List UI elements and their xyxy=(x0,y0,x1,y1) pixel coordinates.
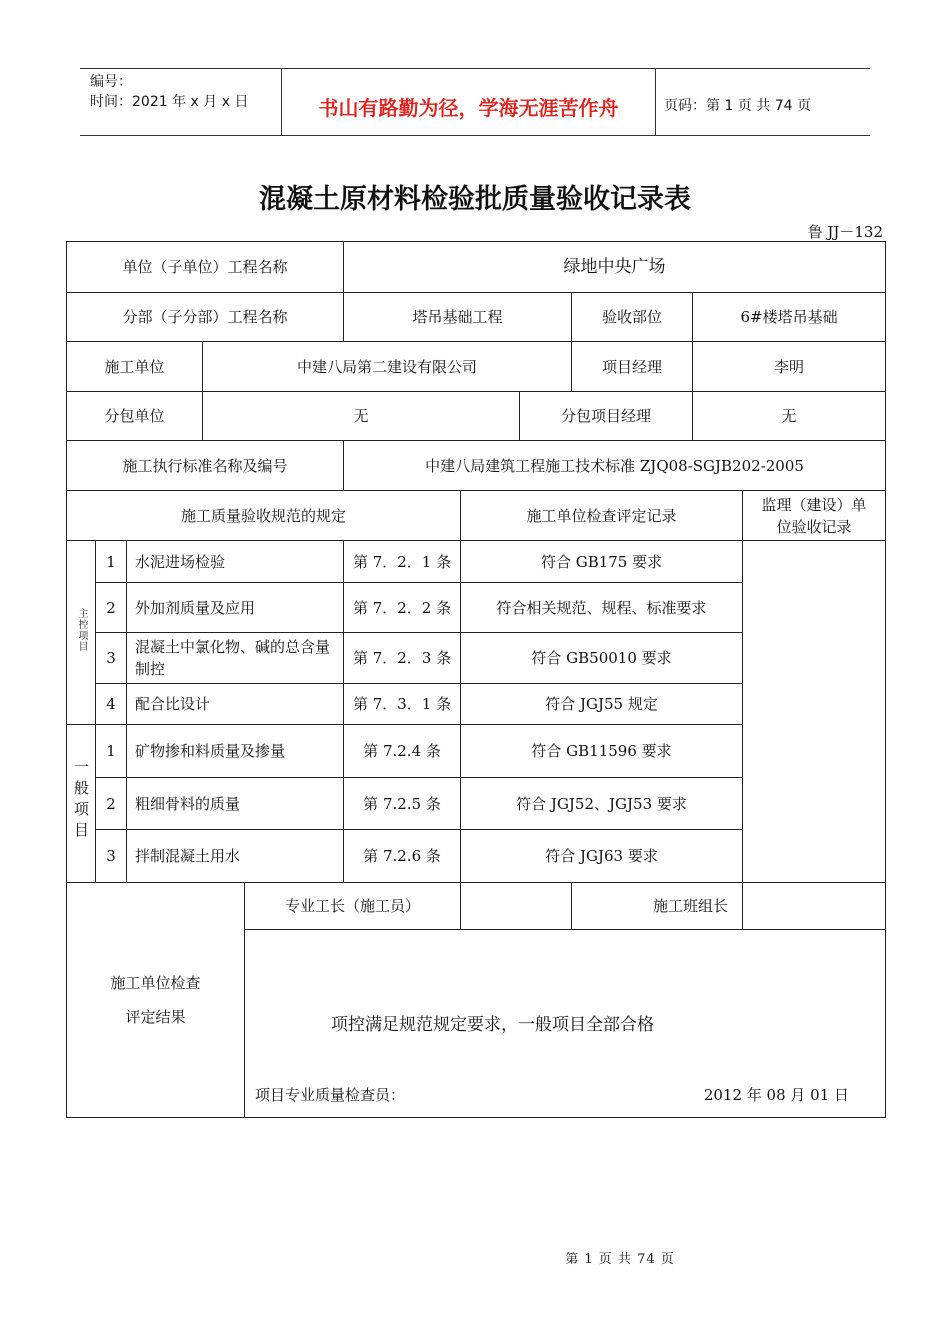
inspection-table xyxy=(66,241,886,1118)
project-manager-value: 李明 xyxy=(693,342,886,392)
item-no: 1 xyxy=(96,541,127,583)
construction-unit-label: 施工单位 xyxy=(67,342,203,392)
motto: 书山有路勤为径，学海无涯苦作舟 xyxy=(318,96,619,120)
foreman-value xyxy=(461,883,572,930)
item-name: 水泥进场检验 xyxy=(127,541,344,583)
unit-project-label: 单位（子单位）工程名称 xyxy=(67,242,344,293)
acceptance-part-value: 6#楼塔吊基础 xyxy=(693,293,886,342)
page-info: 页码：第 1 页 共 74 页 xyxy=(664,98,811,114)
main-group-label: 主控项目 xyxy=(67,541,96,725)
project-manager-label: 项目经理 xyxy=(572,342,693,392)
sub-manager-value: 无 xyxy=(693,392,886,441)
standard-label: 施工执行标准名称及编号 xyxy=(67,441,344,491)
table-row xyxy=(67,725,886,778)
item-name: 粗细骨料的质量 xyxy=(127,778,344,830)
result-content-cell xyxy=(245,930,886,1118)
item-clause: 第 7．2．3 条 xyxy=(344,633,461,684)
general-group-label: 一般项目 xyxy=(67,725,96,883)
main-supervision-cell xyxy=(743,541,886,725)
page-title: 混凝土原材料检验批质量验收记录表 xyxy=(259,184,691,215)
item-clause: 第 7.2.6 条 xyxy=(344,830,461,883)
result-label-line1: 施工单位检查 xyxy=(110,974,201,992)
number-label: 编号： xyxy=(90,74,132,90)
col-header-supervision: 监理（建设）单位验收记录 xyxy=(743,491,886,541)
page-footer: 第 1 页 共 74 页 xyxy=(565,1252,675,1267)
item-clause: 第 7．3．1 条 xyxy=(344,684,461,725)
item-name: 矿物掺和料质量及掺量 xyxy=(127,725,344,778)
team-leader-label: 施工班组长 xyxy=(572,883,743,930)
item-name: 外加剂质量及应用 xyxy=(127,583,344,633)
result-label-cell xyxy=(67,883,245,1118)
construction-unit-value: 中建八局第二建设有限公司 xyxy=(203,342,572,392)
inspector-label: 项目专业质量检查员： xyxy=(255,1086,406,1104)
item-no: 3 xyxy=(96,830,127,883)
sub-project-label: 分部（子分部）工程名称 xyxy=(67,293,344,342)
item-clause: 第 7.2.4 条 xyxy=(344,725,461,778)
item-name: 配合比设计 xyxy=(127,684,344,725)
item-clause: 第 7．2．1 条 xyxy=(344,541,461,583)
item-no: 1 xyxy=(96,725,127,778)
foreman-label: 专业工长（施工员） xyxy=(245,883,461,930)
item-no: 2 xyxy=(96,778,127,830)
item-result: 符合 JGJ55 规定 xyxy=(461,684,743,725)
time-label: 时间：2021 年 x 月 x 日 xyxy=(90,94,249,110)
subcontractor-label: 分包单位 xyxy=(67,392,203,441)
item-result: 符合 GB50010 要求 xyxy=(461,633,743,684)
item-name: 混凝土中氯化物、碱的总含量制控 xyxy=(127,633,344,684)
item-clause: 第 7．2．2 条 xyxy=(344,583,461,633)
inspection-date: 2012 年 08 月 01 日 xyxy=(703,1086,850,1104)
col-header-spec: 施工质量验收规范的规定 xyxy=(67,491,461,541)
item-name: 拌制混凝土用水 xyxy=(127,830,344,883)
form-code: 鲁 JJ－132 xyxy=(807,223,883,241)
sub-project-value: 塔吊基础工程 xyxy=(344,293,572,342)
item-no: 4 xyxy=(96,684,127,725)
conclusion-text: 项控满足规范规定要求，一般项目全部合格 xyxy=(331,1015,654,1035)
item-result: 符合 JGJ52、JGJ53 要求 xyxy=(461,778,743,830)
general-supervision-cell xyxy=(743,725,886,883)
item-result: 符合 JGJ63 要求 xyxy=(461,830,743,883)
result-label-line2: 评定结果 xyxy=(125,1008,186,1026)
item-no: 2 xyxy=(96,583,127,633)
header-divider-2 xyxy=(655,68,656,136)
item-result: 符合 GB175 要求 xyxy=(461,541,743,583)
header-top-rule xyxy=(80,68,870,69)
table-row xyxy=(67,541,886,583)
team-leader-value xyxy=(743,883,886,930)
item-result: 符合 GB11596 要求 xyxy=(461,725,743,778)
subcontractor-value: 无 xyxy=(203,392,520,441)
unit-project-value: 绿地中央广场 xyxy=(344,242,886,293)
item-no: 3 xyxy=(96,633,127,684)
standard-value: 中建八局建筑工程施工技术标准 ZJQ08-SGJB202-2005 xyxy=(344,441,886,491)
col-header-record: 施工单位检查评定记录 xyxy=(461,491,743,541)
header-bottom-rule xyxy=(80,135,870,136)
acceptance-part-label: 验收部位 xyxy=(572,293,693,342)
item-clause: 第 7.2.5 条 xyxy=(344,778,461,830)
item-result: 符合相关规范、规程、标准要求 xyxy=(461,583,743,633)
sub-manager-label: 分包项目经理 xyxy=(520,392,693,441)
